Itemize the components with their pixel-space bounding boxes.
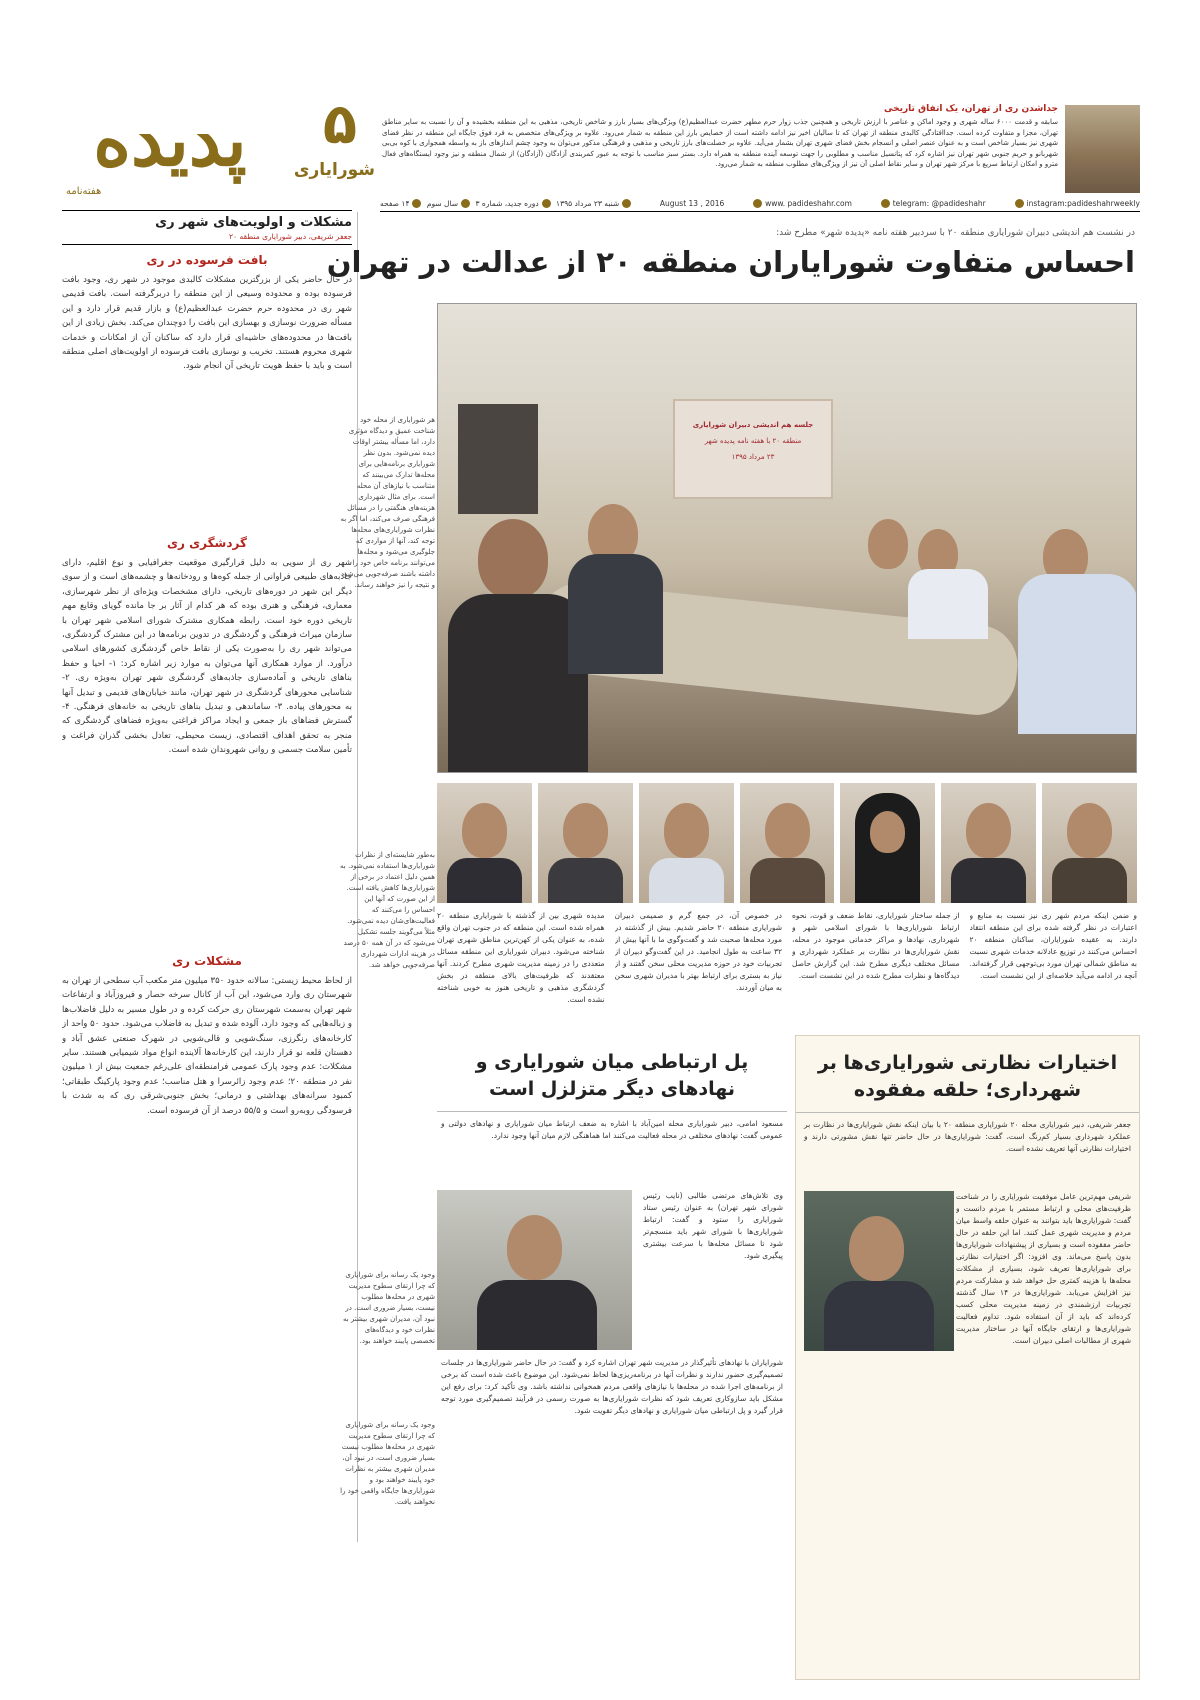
article-col-3: از جمله ساختار شورایاری، نقاط ضعف و قوت، نحوه ارتباط شورایاری‌ها با شورای اسلامی شهر و شهرداری، نهادها و مراکز خدماتی موجود در محله، نقش شورایاری‌ها در نظارت بر عملکرد شهرداری و مسائل مختلف دیگری مطرح شد. این گزارش حاصل دیدگاه‌ها و نظرات مطرح شده در این نشست است. [792, 911, 960, 980]
telegram-icon [881, 199, 890, 208]
instagram-icon [1015, 199, 1024, 208]
portrait [1042, 783, 1137, 903]
section-title-tourism: گردشگری ری [167, 536, 247, 550]
main-kicker: در نشست هم اندیشی دبیران شورایاری منطقه ۲۰ با سردبیر هفته نامه «پدیده شهر» مطرح شد: [776, 228, 1135, 238]
meeting-banner [673, 399, 833, 499]
person [478, 519, 548, 599]
section-body-problems: از لحاظ محیط زیستی: سالانه حدود ۳۵۰ میلیون متر مکعب آب سطحی از تهران به شهرستان ری وارد می‌شود، این آب از کانال سرخه حصار و فیروزآباد و ارتفاعات شهر تهران به‌سمت شهرستان ری حرکت کرده و در طول مسیر به دلیل فاضلاب‌ها و زباله‌هایی که وجود دارد، آلوده شده و تبدیل به فاضلاب می‌شود. حدود ۵۰ واحد از کارخانه‌های رنگرزی، سنگ‌شویی و قالی‌شویی در شهرک صنعتی عشق آباد و دهستان قلعه نو قرار دارند، این کارخانه‌ها آلاینده انواع مواد شیمیایی هستند. سایر مشکلات: عدم وجود پارک عمومی فرامنطقه‌ای علی‌رغم جمعیت بیش از ۱ میلیون نفر در منطقه ۲۰؛ عدم وجود زائرسرا و هتل مناسب؛ عدم وجود پارکینگ طبقاتی؛ کمبود سرانه‌های بهداشتی و درمانی؛ بخش جنوبی‌شرقی ری که به شدت با فرسودگی روبه‌رو است و ۵۵/۵ درصد از آن فرسوده است. [62, 976, 352, 1116]
narrow-note-bottom: وجود یک رسانه برای شورایاری که چرا ارتقای سطوح مدیریت شهری در محله‌ها مطلوب نیست بسیار ضروری است، در نبود آن، مدیران شهری بیشتر به نظرات خود پایبند خواهند بود و شورایاری‌ها جایگاه واقعی خود را نخواهند یافت. [340, 1421, 435, 1506]
article-col-2: در خصوص آن، در جمع گرم و صمیمی دبیران شورایاری منطقه ۲۰ حاضر شدیم. بیش از گذشته در مورد محله‌ها صحبت شد و گفت‌وگوی ما با آنها بیش از ۳۲ ساعت به طول انجامید. در این گفت‌وگو دبیران از تجربیات خود در حوزه مدیریت محلی سخن گفتند و از نیاز به بستری برای ارتباط بهتر با مدیران شهری سخن به میان آوردند. [614, 911, 782, 992]
info-pages: ۱۴ صفحه [380, 198, 410, 208]
portraits-row [437, 783, 1137, 903]
box-bridge-quote: وی تلاش‌های مرتضی طالبی (نایب رئیس شورای شهر تهران) به عنوان رئیس ستاد شورایاری را ستود و گفت: ارتباط شورایاری‌ها با شورای شهر باید منسجم‌تر شود تا مسائل محله‌ها با سرعت بیشتری پیگیری شود. [643, 1191, 783, 1260]
portrait [639, 783, 734, 903]
box-supervision-body: شریفی مهم‌ترین عامل موفقیت شورایاری را در شناخت ظرفیت‌های محلی و ارتباط مستمر با مردم دانست و گفت: شورایاری‌ها باید بتوانند به عنوان حلقه واسط میان مردم و مدیریت شهری عمل کنند. اما این حلقه در حال حاضر مفقوده است و بسیاری از پیشنهادات شورایاری‌ها بدون پاسخ می‌ماند. وی افزود: اگر اختیارات نظارتی برای شورایاری‌ها تعریف شود، بسیاری از مشکلات محله‌ها با هزینه کمتری حل خواهد شد و مشارکت مردم نیز افزایش می‌یابد. شورایاری‌ها در ۱۴ سال گذشته تجربیات ارزشمندی در زمینه مدیریت محلی کسب کرده‌اند که باید از آن استفاده شود. تداوم فعالیت شورایاری‌ها و ارتقای جایگاه آنها در ساختار مدیریت شهری از مطالبات اصلی دبیران است. [956, 1192, 1131, 1345]
info-bar [380, 198, 1140, 212]
banner-line-3: ۲۳ مرداد ۱۳۹۵ [731, 453, 775, 461]
portrait [740, 783, 835, 903]
info-series: دوره جدید، شماره ۳ [475, 198, 539, 208]
info-date-en: August 13 , 2016 [659, 199, 725, 208]
article-col-1: مدیده شهری بین از گذشته با شورایاری منطقه ۲۰ همراه شده است. این منطقه که در جنوب تهران واقع شده، به عنوان یکی از کهن‌ترین مناطق شهری تهران شناخته می‌شود. دبیران شورایاری این منطقه مسائل متعددی را در زمینه مدیریت شهری مطرح کردند. آنها معتقدند که ظرفیت‌های بالای منطقه در بخش گردشگری مذهبی و تاریخی هنوز به خوبی شناخته نشده است. [437, 911, 605, 1004]
article-columns [437, 910, 1137, 1028]
top-story-photo [1065, 105, 1140, 193]
person-body [568, 554, 663, 674]
masthead-logo-sub: هفته‌نامه [66, 186, 102, 197]
left-column-title: مشکلات و اولویت‌های شهر ری [155, 215, 352, 230]
person-body [448, 594, 588, 773]
person-body [908, 569, 988, 639]
portrait [538, 783, 633, 903]
info-date-fa: شنبه ۲۳ مرداد ۱۳۹۵ [556, 198, 620, 208]
page-icon [622, 199, 631, 208]
banner-line-1: جلسه هم اندیشی دبیران شورایاری [692, 421, 814, 429]
box-supervision [795, 1035, 1140, 1680]
top-story-body: سابقه و قدمت ۶۰۰۰ ساله شهری و وجود اماکن و عناصر با ارزش تاریخی و همچنین جذب زوار حرم مطهر حضرت عبدالعظیم(ع) ویژگی‌های بسیار بارز و شاخص تاریخی، مذهبی به این منطقه بخشیده و آن را نسبت به سایر مناطق تهران، مجزا و متفاوت کرده است. جداافتادگی کالبدی منطقه از تهران که تا سالیان اخیر نیز ادامه داشته است از خصایص بارز این منطقه به شمار می‌رود. علاوه بر ویژگی‌های متخصص به فرد فوق جایگاه این منطقه در نظر فضای شهری نیز بسیار شاخص است و به عنوان عنصر اصلی و انسجام بخش فضای شهری تهران بشمار می‌آید. علاوه بر خصلت‌های بارز تاریخی و مذهبی و فرهنگی مذکور می‌توان به وجود چشم اندازهای باز به واسطه همجواری با کوه بی‌بی شهربانو و حریم جنوبی شهر تهران نیز اشاره کرد که پتانسیل مناسب و مطلوبی را جهت توسعه آینده منطقه به همراه دارد. بستر سبز مناسب با توجه به عبور کمربندی آزادگان (آزادگان) از شمال منطقه و نیز وجود ایستگاه‌های فعال مترو و امکان ارتباط سریع با مرکز شهر تهران و سایر نقاط اصلی آن نیز از ویژگی‌های مطلوب منطقه به شمار می‌رود. [382, 118, 1058, 168]
person-body [1018, 574, 1137, 734]
main-headline: احساس متفاوت شورایاران منطقه ۲۰ از عدالت در تهران [326, 245, 1135, 279]
masthead [60, 90, 375, 200]
left-column-byline: جعفر شریفی، دبیر شورایاری منطقه ۲۰ [62, 232, 352, 245]
narrow-note-top: وجود یک رسانه برای شورایاری که چرا ارتقای سطوح مدیریت شهری در محله‌ها مطلوب نیست، بسیار ضروری است. در نبود آن، مدیران شهری بیشتر به نظرات خود و دیدگاه‌های تخصصی پایبند خواهند بود. [343, 1271, 435, 1345]
box-bridge-headline: پل ارتباطی میان شورایاری و نهادهای دیگر متزلزل است [437, 1035, 787, 1112]
box-supervision-intro: جعفر شریفی، دبیر شورایاری محله ۲۰ شورایاری منطقه ۲۰ با بیان اینکه نقش شورایاری‌ها در نظارت بر عملکرد شهرداری بسیار کم‌رنگ است، گفت: شورایاری‌ها در حال حاضر تنها نقش مشورتی دارند و اختیارات نظارتی آنها تعریف نشده است. [804, 1120, 1131, 1153]
info-instagram[interactable]: instagram:padideshahrweekly [1026, 198, 1140, 208]
pages-icon [412, 199, 421, 208]
top-story-kicker: جداشدن ری از تهران، یک اتفاق تاریخی [884, 104, 1058, 114]
portrait [437, 783, 532, 903]
emami-photo [437, 1190, 632, 1350]
person [868, 519, 908, 569]
sharifi-photo [804, 1191, 954, 1351]
info-year: سال سوم [426, 198, 459, 208]
info-telegram[interactable]: telegram: @padideshahr [892, 198, 986, 208]
year-icon [461, 199, 470, 208]
article-col-4: و ضمن اینکه مردم شهر ری نیز نسبت به منابع و اعتبارات در نظر گرفته شده برای این منطقه انتقاد دارند. به عقیده شورایاران، ساکنان منطقه ۲۰ احساس می‌کنند در توزیع عادلانه خدمات شهری نسبت به مناطق شمالی تهران مورد بی‌توجهی قرار گرفته‌اند. آنچه در ادامه می‌آید خلاصه‌ای از این نشست است. [969, 911, 1137, 980]
section-body-tourism: شهر ری از سویی به دلیل قرارگیری موقعیت جغرافیایی و نوع اقلیم، دارای جاذبه‌های طبیعی فراوانی از جمله کوه‌ها و رودخانه‌ها و چشمه‌های است و از سوی دیگر این شهر در دوره‌های تاریخی، دارای مشخصات ویژه‌ای از نظر شهرسازی، معماری، فرهنگی و هنری بوده که هر کدام از آثار بر جا مانده گویای وقایع مهم تاریخی دوره خود است. رابطه همکاری مشترک شورای اسلامی شهر تهران با سازمان میراث فرهنگی و گردشگری در تدوین برنامه‌ها در این مشترک گردشگری، می‌تواند شهر ری را به‌صورت یکی از نقاط خاص گردشگری کشورهای اسلامی درآورد. از موارد همکاری آنها می‌توان به موارد زیر اشاره کرد: ۱- احیا و حفظ بناهای تاریخی و آماده‌سازی جاذبه‌های گردشگری شهر تهران به‌ویژه ری. ۲- شناسایی محورهای گردشگری در شهر تهران، مانند خیابان‌های قدیمی و تبدیل آنها به محورهای پیاده. ۳- ساماندهی و تبدیل بناهای تاریخی به خانه‌های فرهنگی. ۴- گسترش فضاهای باز جمعی و ایجاد مراکز فراغتی به‌ویژه فضاهای گردشگری که منجر به تحقق اهداف اقتصادی، زیست محیطی، تعادل بخشی گذران فراغت و تأمین سلامت جسمی و روانی شهروندان شده است. [62, 558, 352, 756]
info-website[interactable]: www. padideshahr.com [765, 198, 852, 208]
section-body-fabric: در حال حاضر یکی از بزرگترین مشکلات کالبدی موجود در شهر ری، وجود بافت فرسوده بوده و محدوده وسیعی از این منطقه را دربرگرفته است. بافت قدیمی شهر ری در محدوده حرم حضرت عبدالعظیم(ع) و بازار قدیم قرار دارد و این مسأله ضرورت نوسازی و بهسازی این بافت را دوچندان می‌کند. بخش زیادی از این بافت‌ها در محدوده‌های حاشیه‌ای قرار دارد که ساکنان آن از امکانات و خدمات شهری محروم هستند. تخریب و نوسازی بافت فرسوده از اولویت‌های اصلی منطقه است و باید با حفظ هویت تاریخی آن انجام شود. [62, 275, 352, 372]
meeting-photo [437, 303, 1137, 773]
box-bridge-body: شورایاران با نهادهای تأثیرگذار در مدیریت شهر تهران اشاره کرد و گفت: در حال حاضر شورایاری‌ها در جلسات تصمیم‌گیری حضور ندارند و نظرات آنها در برنامه‌ریزی‌ها لحاظ نمی‌شود. این موضوع باعث شده است که برخی از برنامه‌های اجرا شده در محله‌ها با نیازهای واقعی مردم همخوانی نداشته باشد. وی تأکید کرد: برای رفع این مشکل باید سازوکاری تعریف شود که نظرات شورایاری‌ها به صورت رسمی در فرآیند تصمیم‌گیری مورد توجه قرار گیرد و پل ارتباطی میان شورایاری و نهادهای دیگر تقویت شود. [441, 1358, 783, 1415]
left-column [62, 210, 352, 1540]
portrait [941, 783, 1036, 903]
section-title-fabric: بافت فرسوده در ری [146, 253, 268, 267]
page-number: ۵ [322, 92, 358, 157]
masthead-logo: پدیده [93, 97, 247, 182]
series-icon [542, 199, 551, 208]
section-name: شورایاری [293, 160, 375, 180]
wall-portrait [458, 404, 538, 514]
box-supervision-headline: اختیارات نظارتی شورایاری‌ها بر شهرداری؛ حلقه مفقوده [796, 1036, 1139, 1113]
portraits-side-note: به‌طور شایسته‌ای از نظرات شورایاری‌ها استفاده نمی‌شود. به همین دلیل اعتماد در برخی از شورایاری‌ها کاهش یافته است. از این صورت که آنها این احساس را می‌کنند که فعالیت‌های‌شان دیده نمی‌شود. مثلاً می‌گویند جلسه تشکیل می‌شود که در آن همه ۵۰ درصد در هزینه ادارات شهرداری صرفه‌جویی خواهد شد. [340, 851, 435, 969]
web-icon [753, 199, 762, 208]
banner-line-2: منطقه ۲۰ با هفته نامه پدیده شهر [704, 437, 802, 445]
portrait [840, 783, 935, 903]
box-bridge-intro: مسعود امامی، دبیر شورایاری محله امین‌آباد با اشاره به ضعف ارتباط میان شورایاری و نهادهای دولتی و عمومی گفت: نهادهای مختلفی در محله فعالیت می‌کنند اما هماهنگی لازم میان آنها وجود ندارد. [441, 1119, 783, 1140]
top-story [380, 100, 1140, 195]
photo-side-note: هر شورایاری از محله خود شناخت عمیق و دیدگاه مؤثری دارد، اما مسأله بیشتر اوقات دیده نمی‌شود. بدون نظر شورایاری برنامه‌هایی برای محله‌ها تدارک می‌بینند که متناسب با نیازهای آن محله است. برای مثال شهرداری هزینه‌های هنگفتی را در مسائل فرهنگی صرف می‌کند، اما اگر به نظرات شورایاری‌های محله‌ها توجه کند، آنها از مواردی که جلوگیری می‌شود و محله‌ها می‌توانند برنامه خاص خود را داشته باشند صرفه‌جویی می‌شود و نتیجه را نیز خواهند رساند. [340, 416, 435, 589]
section-title-problems: مشکلات ری [172, 954, 242, 968]
box-bridge [437, 1035, 787, 1680]
